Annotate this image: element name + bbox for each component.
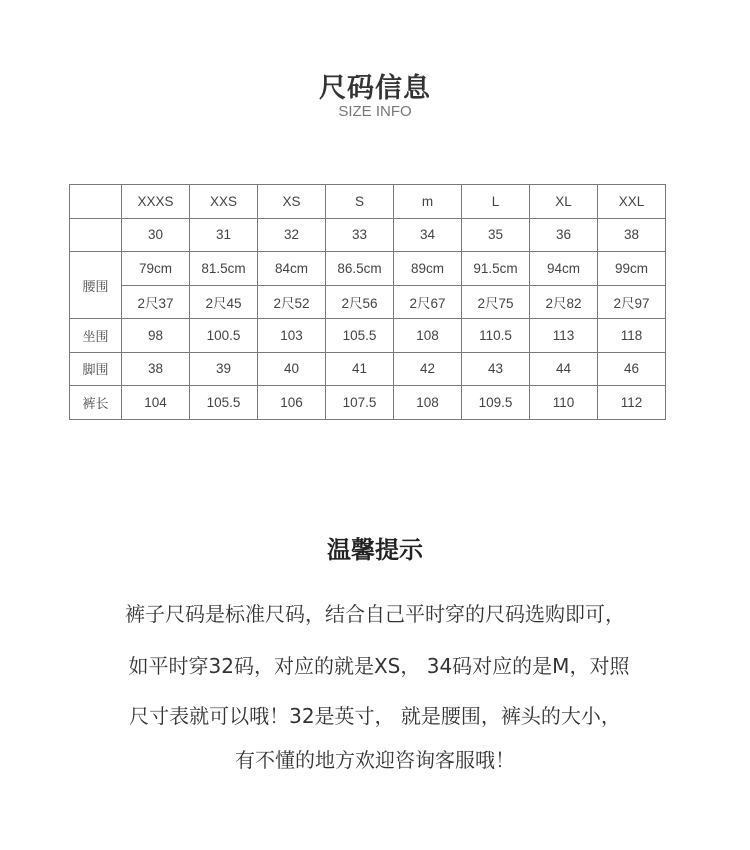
table-cell: 34	[394, 218, 462, 252]
table-cell: 30	[122, 218, 190, 252]
table-cell: 43	[462, 352, 530, 386]
table-cell: 103	[258, 319, 326, 353]
table-cell: 108	[394, 386, 462, 420]
table-cell: 33	[326, 218, 394, 252]
tip-line: 有不懂的地方欢迎咨询客服哦！	[235, 748, 515, 772]
row-label: 脚围	[70, 352, 122, 386]
table-cell: 35	[462, 218, 530, 252]
table-cell: 39	[190, 352, 258, 386]
row-label: 腰围	[70, 252, 122, 319]
table-cell: 36	[530, 218, 598, 252]
table-cell: 110	[530, 386, 598, 420]
table-cell: 2尺67	[394, 285, 462, 319]
table-cell: 84cm	[258, 252, 326, 286]
table-header-row	[70, 185, 666, 219]
tip-line: 尺寸表就可以哦！32是英寸， 就是腰围，裤头的大小，	[129, 704, 621, 728]
table-cell: 31	[190, 218, 258, 252]
size-header: S	[326, 185, 394, 219]
table-cell: 81.5cm	[190, 252, 258, 286]
table-cell: 2尺75	[462, 285, 530, 319]
table-cell: 112	[598, 386, 666, 420]
table-cell: 89cm	[394, 252, 462, 286]
table-cell: 2尺37	[122, 285, 190, 319]
table-cell: 109.5	[462, 386, 530, 420]
size-header: XXXS	[122, 185, 190, 219]
table-cell: 42	[394, 352, 462, 386]
table-cell: 104	[122, 386, 190, 420]
table-cell: 46	[598, 352, 666, 386]
size-header: L	[462, 185, 530, 219]
table-cell: 94cm	[530, 252, 598, 286]
table-row	[70, 319, 666, 353]
table-cell: 106	[258, 386, 326, 420]
table-row	[70, 252, 666, 286]
table-cell: 2尺97	[598, 285, 666, 319]
table-cell: 40	[258, 352, 326, 386]
table-cell: 105.5	[190, 386, 258, 420]
tip-line: 如平时穿32码，对应的就是XS， 34码对应的是M，对照	[128, 654, 630, 678]
table-cell: 110.5	[462, 319, 530, 353]
table-cell: 38	[122, 352, 190, 386]
table-row	[70, 386, 666, 420]
table-cell: 2尺52	[258, 285, 326, 319]
row-label: 裤长	[70, 386, 122, 420]
table-cell: 86.5cm	[326, 252, 394, 286]
page-title: 尺码信息	[319, 73, 431, 104]
table-row	[70, 285, 666, 319]
table-cell: 105.5	[326, 319, 394, 353]
table-cell: 32	[258, 218, 326, 252]
table-row	[70, 352, 666, 386]
table-cell: 44	[530, 352, 598, 386]
tips-title: 温馨提示	[327, 536, 423, 564]
size-header: XL	[530, 185, 598, 219]
corner-cell	[70, 185, 122, 219]
table-cell: 108	[394, 319, 462, 353]
blank-label-cell	[70, 218, 122, 252]
table-cell: 118	[598, 319, 666, 353]
table-cell: 2尺45	[190, 285, 258, 319]
table-cell: 79cm	[122, 252, 190, 286]
table-cell: 100.5	[190, 319, 258, 353]
table-cell: 2尺82	[530, 285, 598, 319]
size-header: XS	[258, 185, 326, 219]
table-cell: 99cm	[598, 252, 666, 286]
table-cell: 41	[326, 352, 394, 386]
table-cell: 107.5	[326, 386, 394, 420]
table-cell: 38	[598, 218, 666, 252]
row-label: 坐围	[70, 319, 122, 353]
table-cell: 113	[530, 319, 598, 353]
table-cell: 2尺56	[326, 285, 394, 319]
page-subtitle: SIZE INFO	[338, 103, 412, 120]
size-header: XXS	[190, 185, 258, 219]
size-header: XXL	[598, 185, 666, 219]
table-row	[70, 218, 666, 252]
tip-line: 裤子尺码是标准尺码，结合自己平时穿的尺码选购即可，	[125, 602, 625, 626]
size-table	[69, 184, 666, 420]
size-header: m	[394, 185, 462, 219]
table-cell: 91.5cm	[462, 252, 530, 286]
table-cell: 98	[122, 319, 190, 353]
